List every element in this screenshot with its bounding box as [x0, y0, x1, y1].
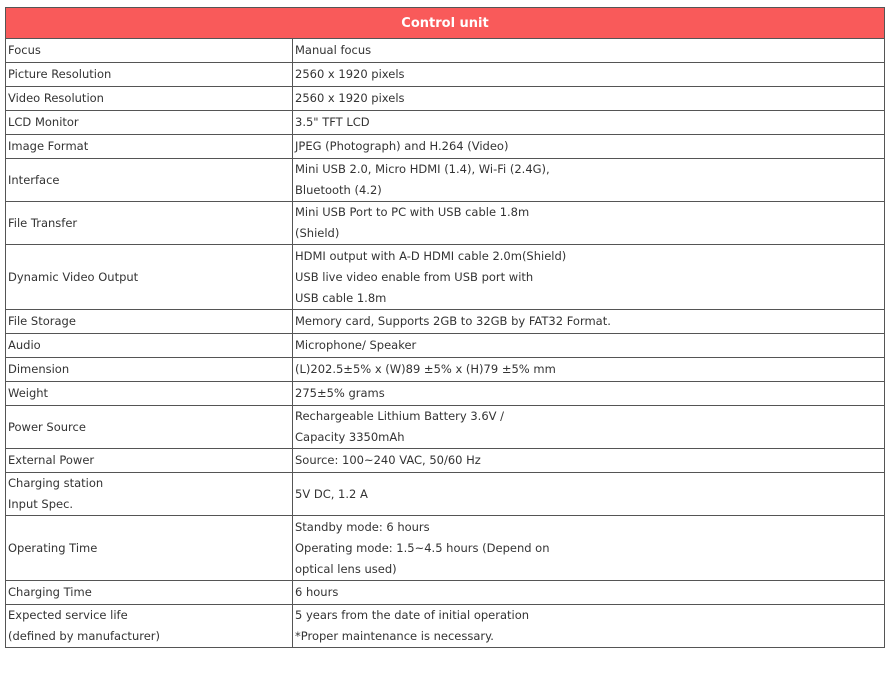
row-label: Interface [6, 159, 293, 202]
row-value: 275±5% grams [293, 382, 885, 406]
row-label: Focus [6, 39, 293, 63]
table-row [6, 159, 885, 202]
table-row [6, 202, 885, 245]
row-label: Audio [6, 334, 293, 358]
row-label: Dimension [6, 358, 293, 382]
row-value: Memory card, Supports 2GB to 32GB by FAT32 Format. [293, 310, 885, 334]
row-value: (L)202.5±5% x (W)89 ±5% x (H)79 ±5% mm [293, 358, 885, 382]
row-value: JPEG (Photograph) and H.264 (Video) [293, 135, 885, 159]
row-value: 5V DC, 1.2 A [293, 473, 885, 516]
row-label: Charging station Input Spec. [6, 473, 293, 516]
row-label: LCD Monitor [6, 111, 293, 135]
row-label: Expected service life (defined by manufacturer) [6, 605, 293, 648]
row-value: Rechargeable Lithium Battery 3.6V / Capacity 3350mAh [293, 406, 885, 449]
row-label: Dynamic Video Output [6, 245, 293, 310]
row-label: Image Format [6, 135, 293, 159]
row-value: Source: 100~240 VAC, 50/60 Hz [293, 449, 885, 473]
row-label: Charging Time [6, 581, 293, 605]
table-header-row [6, 8, 885, 39]
row-value: Standby mode: 6 hours Operating mode: 1.5~4.5 hours (Depend on optical lens used) [293, 516, 885, 581]
row-label: Video Resolution [6, 87, 293, 111]
row-value: 2560 x 1920 pixels [293, 63, 885, 87]
table-row [6, 473, 885, 516]
table-row [6, 39, 885, 63]
table-row [6, 516, 885, 581]
table-row [6, 111, 885, 135]
table-row [6, 334, 885, 358]
table-row [6, 581, 885, 605]
row-label: Picture Resolution [6, 63, 293, 87]
table-row [6, 358, 885, 382]
row-value: 3.5" TFT LCD [293, 111, 885, 135]
row-value: 5 years from the date of initial operation *Proper maintenance is necessary. [293, 605, 885, 648]
table-row [6, 406, 885, 449]
table-row [6, 382, 885, 406]
table-row [6, 310, 885, 334]
row-label: File Transfer [6, 202, 293, 245]
row-label: File Storage [6, 310, 293, 334]
row-value: Manual focus [293, 39, 885, 63]
table-row [6, 245, 885, 310]
table-row [6, 63, 885, 87]
spec-table [5, 7, 885, 648]
table-row [6, 605, 885, 648]
row-value: Mini USB Port to PC with USB cable 1.8m (Shield) [293, 202, 885, 245]
row-value: 2560 x 1920 pixels [293, 87, 885, 111]
row-value: 6 hours [293, 581, 885, 605]
table-row [6, 135, 885, 159]
row-value: HDMI output with A-D HDMI cable 2.0m(Shield) USB live video enable from USB port with USB cable 1.8m [293, 245, 885, 310]
table-row [6, 449, 885, 473]
row-value: Mini USB 2.0, Micro HDMI (1.4), Wi-Fi (2.4G), Bluetooth (4.2) [293, 159, 885, 202]
table-title: Control unit [6, 8, 885, 39]
row-value: Microphone/ Speaker [293, 334, 885, 358]
row-label: Operating Time [6, 516, 293, 581]
row-label: Weight [6, 382, 293, 406]
row-label: External Power [6, 449, 293, 473]
table-row [6, 87, 885, 111]
row-label: Power Source [6, 406, 293, 449]
